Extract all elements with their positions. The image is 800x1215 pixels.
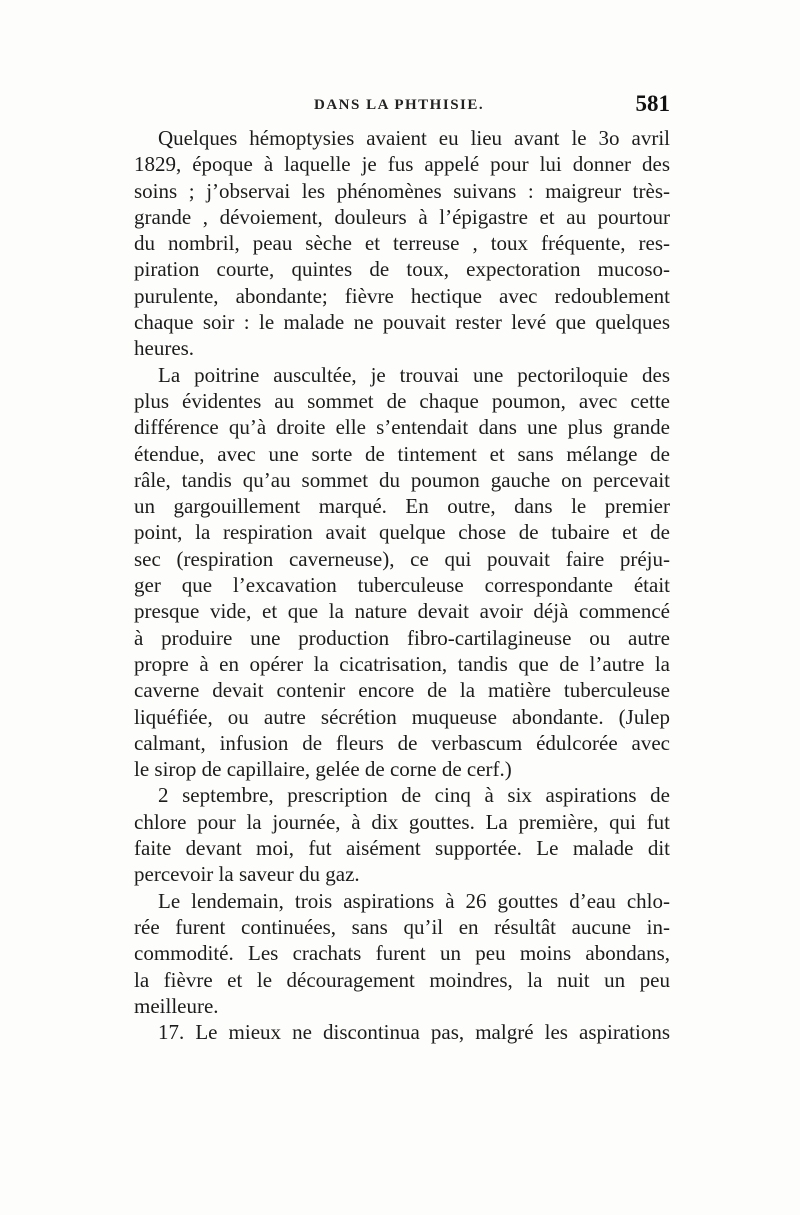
text-line: heures. (134, 336, 195, 361)
text-line: Le lendemain, trois aspirations à 26 gouttes d’eau chlo- (158, 888, 670, 913)
text-line: liquéfiée, ou autre sécrétion muqueuse abondante. (Julep (134, 704, 670, 729)
page-number: 581 (635, 91, 670, 116)
text-line: La poitrine auscultée, je trouvai une pectoriloquie des (158, 362, 670, 387)
page-header (134, 91, 670, 121)
text-line: rée furent continuées, sans qu’il en résultât aucune in- (134, 914, 670, 939)
text-line: piration courte, quintes de toux, expectoration mucoso- (134, 257, 670, 282)
text-line: chlore pour la journée, à dix gouttes. La première, qui fut (134, 809, 670, 834)
text-line: Quelques hémoptysies avaient eu lieu avant le 3o avril (158, 126, 670, 150)
text-line: sec (respiration caverneuse), ce qui pouvait faire préju- (134, 546, 670, 571)
text-line: soins ; j’observai les phénomènes suivans : maigreur très- (134, 178, 670, 203)
text-line: grande , dévoiement, douleurs à l’épigastre et au pourtour (134, 204, 670, 229)
text-line: un gargouillement marqué. En outre, dans le premier (134, 494, 670, 519)
text-line: point, la respiration avait quelque chose de tubaire et de (134, 520, 670, 545)
text-line: 2 septembre, prescription de cinq à six aspirations de (158, 783, 670, 808)
text-line: étendue, avec une sorte de tintement et sans mélange de (134, 441, 670, 466)
text-line: percevoir la saveur du gaz. (134, 862, 360, 887)
text-line: à produire une production fibro-cartilagineuse ou autre (134, 625, 670, 650)
body-text (134, 125, 670, 1045)
text-line: caverne devait contenir encore de la matière tuberculeuse (134, 678, 670, 703)
text-line: 17. Le mieux ne discontinua pas, malgré les aspirations (158, 1020, 670, 1045)
text-line: faite devant moi, fut aisément supportée. Le malade dit (134, 836, 670, 861)
text-line: meilleure. (134, 993, 219, 1018)
text-line: calmant, infusion de fleurs de verbascum édulcorée avec (134, 730, 670, 755)
text-line: 1829, époque à laquelle je fus appelé pour lui donner des (134, 152, 670, 177)
text-line: la fièvre et le découragement moindres, la nuit un peu (134, 967, 670, 992)
text-line: presque vide, et que la nature devait avoir déjà commencé (134, 599, 670, 624)
text-line: plus évidentes au sommet de chaque poumon, avec cette (134, 388, 670, 413)
text-line: chaque soir : le malade ne pouvait rester levé que quelques (134, 310, 670, 335)
text-line: ger que l’excavation tuberculeuse correspondante était (134, 573, 670, 598)
text-line: le sirop de capillaire, gelée de corne de cerf.) (134, 757, 512, 782)
text-line: râle, tandis qu’au sommet du poumon gauche on percevait (134, 467, 670, 492)
text-line: purulente, abondante; fièvre hectique avec redoublement (134, 283, 670, 308)
text-line: commodité. Les crachats furent un peu moins abondans, (134, 941, 670, 966)
text-line: différence qu’à droite elle s’entendait dans une plus grande (134, 415, 670, 440)
text-line: propre à en opérer la cicatrisation, tandis que de l’autre la (134, 651, 670, 676)
text-line: du nombril, peau sèche et terreuse , toux fréquente, res- (134, 231, 670, 256)
running-title: DANS LA PHTHISIE. (314, 97, 485, 113)
